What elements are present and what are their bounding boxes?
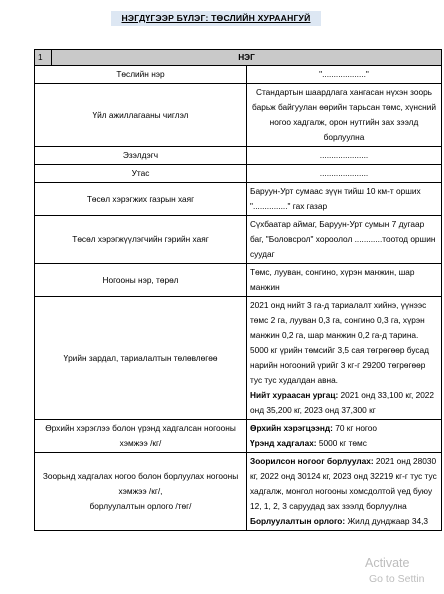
sales-text: Зоорилсон ногоог борлуулах: 2021 онд 28030 кг, 2022 онд 30124 кг, 2023 онд 32219 кг-г тус тус хадгалж, монгол ногооны хомсдолтой үед буюу 12, 1, 2, 3 саруудад зах зээлд борлуулна [250,456,437,511]
row-value [247,453,442,531]
revenue-text: Борлуулалтын орлого: Жилд дунджаар 34,3 [250,516,428,526]
table-row [35,66,442,84]
table-row [35,264,442,297]
row-label: Утас [35,165,247,183]
activation-watermark: Activate Go to Settin [365,556,425,585]
row-label: Ногооны нэр, төрөл [35,264,247,297]
row-value: Баруун-Урт сумаас зүүн тийш 10 км-т орших "..............." гах газар [247,183,442,216]
table-header-row [35,50,442,66]
row-label: Зоорьнд хадгалах ногоо болон борлуулах ногооны хэмжээ /кг/, борлуулалтын орлого /төг/ [35,453,247,531]
table-row [35,84,442,147]
row-label: Төсөл хэрэгжүүлэгчийн гэрийн хаяг [35,216,247,264]
row-value: Стандартын шаардлага хангасан нүхэн зоорь барьж байгуулан өөрийн тарьсан төмс, хүнсний ногоо хадгалж, орон нутгийн зах зээлд борлуулна [247,84,442,147]
row-value [247,297,442,420]
planting-plan-text: 2021 онд нийт 3 га-д тариалалт хийнэ, үүнээс төмс 2 га, лууван 0,3 га, сонгино 0,3 га, хүрэн манжин 0,2 га, шар манжин 0,2 га-д тарина. [250,300,427,340]
table-row [35,165,442,183]
harvest-text: Нийт хураасан ургац: 2021 онд 33,100 кг, 2022 онд 35,200 кг, 2023 онд 37,300 кг [250,390,435,415]
table-row [35,147,442,165]
row-label: Өрхийн хэрэглээ болон үрэнд хадгалсан ногооны хэмжээ /кг/ [35,420,247,453]
row-label: Төсөл хэрэгжих газрын хаяг [35,183,247,216]
seed-cost-text: 5000 кг үрийн төмсийг 3,5 сая төгрөгөөр бусад нарийн ногооний үрийг 3 кг-г 29200 төгрөгөөр тус тус худалдан авна. [250,345,429,385]
section-title: НЭГДҮГЭЭР БҮЛЭГ: ТӨСЛИЙН ХУРААНГУЙ [111,11,321,26]
table-header: НЭГ [52,50,442,66]
table-row [35,216,442,264]
seed-storage-text: Үрэнд хадгалах: 5000 кг төмс [250,438,367,448]
row-value: ..................... [247,147,442,165]
row-label: Үрийн зардал, тариалалтын төлөвлөгөө [35,297,247,420]
row-label: Төслийн нэр [35,66,247,84]
table-row [35,420,442,453]
row-value [247,420,442,453]
household-use-text: Өрхийн хэрэгцээнд: 70 кг ногоо [250,423,378,433]
row-label: Эзэлдэгч [35,147,247,165]
row-value: ..................... [247,165,442,183]
row-number: 1 [35,50,52,66]
row-value: Сүхбаатар аймаг, Баруун-Урт сумын 7 дугаар баг, "Боловсрол" хороолол ............тоотод оршин суудаг [247,216,442,264]
row-value: "..................." [247,66,442,84]
row-label: Үйл ажиллагааны чиглэл [35,84,247,147]
table-row [35,297,442,420]
table-row [35,453,442,531]
table-row [35,183,442,216]
project-summary-table [34,49,442,531]
row-value: Төмс, лууван, сонгино, хүрэн манжин, шар манжин [247,264,442,297]
